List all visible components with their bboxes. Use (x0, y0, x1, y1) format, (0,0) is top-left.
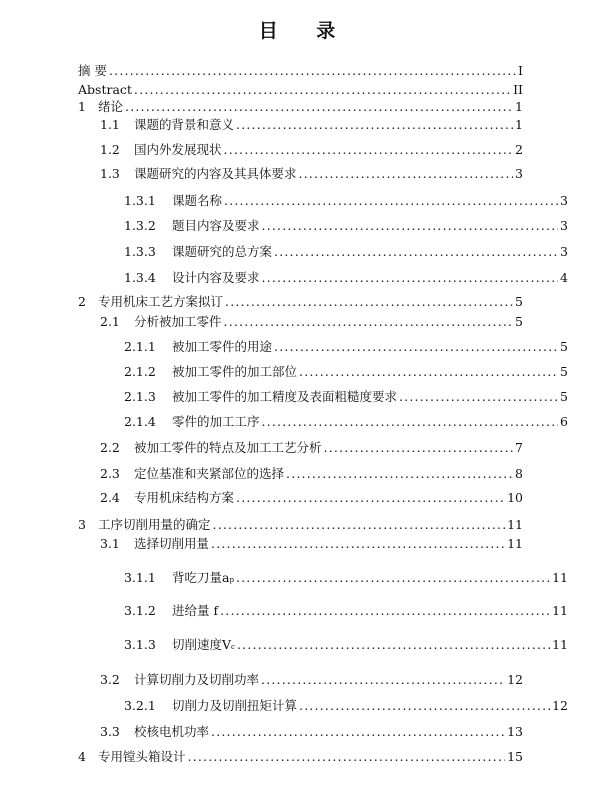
toc-entry-page: 15 (507, 749, 523, 764)
dot-leader (125, 99, 513, 115)
toc-entry-number: 1.3.4 (124, 270, 156, 285)
toc-entry-title: 校核电机功率 (134, 724, 210, 739)
toc-entry[interactable] (100, 142, 523, 158)
toc-entry[interactable] (124, 389, 568, 405)
toc-entry-page: 10 (507, 490, 523, 505)
toc-entry[interactable] (100, 440, 523, 456)
toc-entry-page: 5 (560, 364, 568, 379)
toc-entry-number: 1.3.3 (124, 244, 156, 259)
toc-entry-number: 1.3 (100, 166, 120, 181)
toc-entry-number: 1 (78, 99, 86, 114)
toc-entry-title: 分析被加工零件 (134, 314, 222, 329)
toc-entry-page: 3 (560, 193, 568, 208)
dot-leader (211, 724, 505, 740)
toc-entry-page: 5 (515, 294, 523, 309)
toc-entry-number: 2 (78, 294, 86, 309)
toc-entry-page: 13 (507, 724, 523, 739)
dot-leader (274, 244, 558, 260)
toc-entry[interactable] (78, 517, 523, 533)
dot-leader (236, 117, 513, 133)
toc-entry-title: 专用机床结构方案 (134, 490, 235, 505)
toc-entry-number: 摘 要 (78, 63, 107, 78)
dot-leader (324, 440, 514, 456)
toc-entry[interactable] (124, 603, 568, 619)
toc-entry[interactable] (78, 99, 523, 115)
toc-entry[interactable] (124, 218, 568, 234)
toc-entry-page: 1 (515, 117, 523, 132)
toc-entry-page: 11 (507, 517, 523, 532)
toc-entry-page: 5 (560, 339, 568, 354)
dot-leader (236, 570, 550, 586)
toc-entry-number: 2.1.4 (124, 414, 156, 429)
toc-entry-number: 2.1.3 (124, 389, 156, 404)
toc-entry-title: 选择切削用量 (134, 536, 210, 551)
dot-leader (274, 339, 558, 355)
dot-leader (109, 63, 516, 79)
toc-entry-page: 4 (560, 270, 568, 285)
toc-entry-title: 背吃刀量a (172, 570, 230, 585)
toc-entry-page: 8 (515, 466, 523, 481)
toc-entry-page: 3 (560, 218, 568, 233)
toc-entry[interactable] (124, 364, 568, 380)
toc-entry-number: 1.2 (100, 142, 120, 157)
toc-entry-title: 被加工零件的用途 (172, 339, 273, 354)
toc-entry[interactable] (124, 414, 568, 430)
toc-entry-title: 切削速度V (172, 637, 232, 652)
toc-entry-title: 定位基准和夹紧部位的选择 (134, 466, 285, 481)
toc-entry-subscript: p (229, 576, 234, 584)
dot-leader (286, 466, 513, 482)
toc-entry-title: 计算切削力及切削功率 (134, 672, 260, 687)
toc-entry-number: 3.2 (100, 672, 120, 687)
dot-leader (237, 637, 550, 653)
toc-entry-number: 4 (78, 749, 86, 764)
toc-entry-title: 课题研究的内容及其具体要求 (134, 166, 297, 181)
toc-entry-page: 11 (552, 570, 568, 585)
toc-entry-number: 2.1.1 (124, 339, 156, 354)
toc-entry-title: 切削力及切削扭矩计算 (172, 698, 298, 713)
toc-entry-page: 1 (515, 99, 523, 114)
toc-entry[interactable] (100, 314, 523, 330)
toc-entry-page: 3 (560, 244, 568, 259)
toc-entry[interactable] (100, 117, 523, 133)
dot-leader (261, 672, 505, 688)
toc-entry-page: II (513, 82, 523, 97)
toc-entry-page: 6 (560, 414, 568, 429)
dot-leader (220, 603, 550, 619)
toc-entry[interactable] (100, 490, 523, 506)
dot-leader (225, 294, 513, 310)
toc-entry[interactable] (124, 193, 568, 209)
toc-entry-title: 课题的背景和意义 (134, 117, 235, 132)
toc-entry-number: 3.1 (100, 536, 120, 551)
toc-entry-title: 被加工零件的加工部位 (172, 364, 298, 379)
toc-entry[interactable] (100, 166, 523, 182)
toc-entry-title: 工序切削用量的确定 (98, 517, 211, 532)
toc-entry-title: 绪论 (98, 99, 124, 114)
toc-entry-number: 3.3 (100, 724, 120, 739)
toc-entry-title: 零件的加工工序 (172, 414, 260, 429)
toc-entry[interactable] (100, 672, 523, 688)
toc-entry-number: 3.1.1 (124, 570, 156, 585)
toc-entry[interactable] (124, 637, 568, 653)
toc-entry[interactable] (78, 63, 523, 79)
dot-leader (236, 490, 505, 506)
toc-entry-title: 被加工零件的加工精度及表面粗糙度要求 (172, 389, 398, 404)
dot-leader (211, 536, 505, 552)
dot-leader (299, 364, 558, 380)
toc-entry-number: 2.4 (100, 490, 120, 505)
toc-entry-title: 国内外发展现状 (134, 142, 222, 157)
toc-entry-number: 2.1 (100, 314, 120, 329)
dot-leader (224, 314, 514, 330)
toc-entry[interactable] (124, 698, 568, 714)
toc-entry-page: 3 (515, 166, 523, 181)
dot-leader (188, 749, 506, 765)
toc-entry-title: 题目内容及要求 (172, 218, 260, 233)
toc-entry-title: 专用机床工艺方案拟订 (98, 294, 224, 309)
toc-entry-number: 2.3 (100, 466, 120, 481)
toc-entry-page: 7 (515, 440, 523, 455)
toc-entry[interactable] (124, 570, 568, 586)
dot-leader (299, 166, 514, 182)
toc-entry[interactable] (100, 724, 523, 740)
toc-entry-page: 5 (560, 389, 568, 404)
page-title: 目 录 (258, 20, 352, 42)
toc-entry[interactable] (78, 294, 523, 310)
dot-leader (262, 270, 559, 286)
toc-entry-title: 课题名称 (172, 193, 223, 208)
toc-entry-number: 2.2 (100, 440, 120, 455)
toc-entry[interactable] (78, 82, 523, 98)
toc-entry-page: 5 (515, 314, 523, 329)
toc-entry-number: 2.1.2 (124, 364, 156, 379)
toc-entry-number: 3.2.1 (124, 698, 156, 713)
toc-entry-title: 被加工零件的特点及加工工艺分析 (134, 440, 322, 455)
toc-entry-number: 3 (78, 517, 86, 532)
toc-entry-number: 1.3.2 (124, 218, 156, 233)
toc-entry-number: 3.1.2 (124, 603, 156, 618)
toc-entry-page: 12 (552, 698, 568, 713)
toc-entry-page: 2 (515, 142, 523, 157)
dot-leader (399, 389, 558, 405)
dot-leader (213, 517, 506, 533)
toc-entry-title: 专用镗头箱设计 (98, 749, 186, 764)
dot-leader (134, 82, 511, 98)
dot-leader (224, 193, 558, 209)
toc-entry-page: 11 (507, 536, 523, 551)
toc-entry-title: 设计内容及要求 (172, 270, 260, 285)
toc-entry[interactable] (124, 244, 568, 260)
toc-entry-page: 11 (552, 637, 568, 652)
toc-entry-page: I (518, 63, 523, 78)
toc-entry-title: Abstract (78, 82, 132, 97)
dot-leader (299, 698, 550, 714)
toc-entry[interactable] (78, 749, 523, 765)
toc-entry-subscript: c (231, 643, 235, 651)
toc-entry[interactable] (100, 536, 523, 552)
toc-entry-title: 课题研究的总方案 (172, 244, 273, 259)
dot-leader (224, 142, 514, 158)
dot-leader (262, 218, 559, 234)
toc-entry[interactable] (124, 339, 568, 355)
toc-entry-number: 3.1.3 (124, 637, 156, 652)
toc-entry-page: 11 (552, 603, 568, 618)
toc-entry-number: 1.3.1 (124, 193, 156, 208)
toc-entry-page: 12 (507, 672, 523, 687)
toc-entry-number: 1.1 (100, 117, 120, 132)
dot-leader (262, 414, 559, 430)
toc-entry-title: 进给量 f (172, 603, 219, 618)
toc-entry[interactable] (100, 466, 523, 482)
toc-entry[interactable] (124, 270, 568, 286)
